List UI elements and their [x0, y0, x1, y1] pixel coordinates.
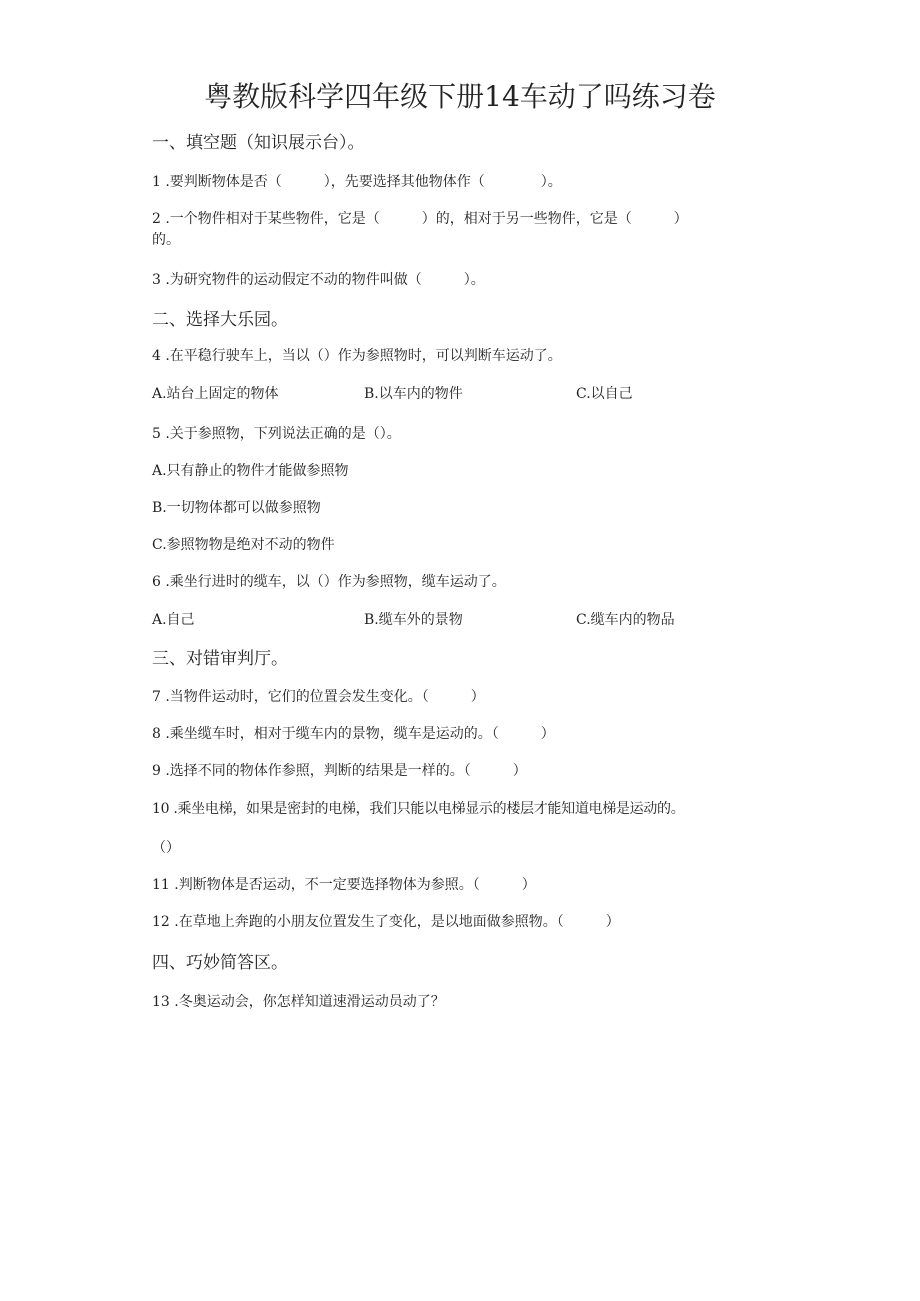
section-heading-choice: 二、选择大乐园。 [152, 310, 288, 330]
page-title: 粤教版科学四年级下册14车动了吗练习卷 [204, 80, 716, 113]
question-1: 1 .要判断物体是否（ ），先要选择其他物体作（ ）。 [152, 174, 562, 190]
question-3: 3 .为研究物件的运动假定不动的物件叫做（ ）。 [152, 272, 485, 288]
section-heading-fill-blank: 一、填空题（知识展示台）。 [152, 133, 365, 153]
q4-option-b: B.以车内的物件 [364, 386, 463, 402]
q5-option-b: B.一切物体都可以做参照物 [152, 500, 321, 516]
question-4: 4 .在平稳行驶车上，当以（）作为参照物时，可以判断车运动了。 [152, 348, 562, 364]
question-2: 2 .一个物件相对于某些物件，它是（ ）的，相对于另一些物件，它是（ ） [152, 211, 688, 227]
q6-option-c: C.缆车内的物品 [576, 612, 675, 628]
question-10-continued: （） [152, 840, 180, 856]
question-11: 11 .判断物体是否运动，不一定要选择物体为参照。（ ） [152, 877, 536, 893]
question-7: 7 .当物件运动时，它们的位置会发生变化。（ ） [152, 689, 485, 705]
question-5: 5 .关于参照物，下列说法正确的是（）。 [152, 426, 401, 442]
q6-option-b: B.缆车外的景物 [364, 612, 463, 628]
question-2-continued: 的。 [152, 232, 180, 248]
question-8: 8 .乘坐缆车时，相对于缆车内的景物，缆车是运动的。（ ） [152, 726, 555, 742]
question-12: 12 .在草地上奔跑的小朋友位置发生了变化，是以地面做参照物。（ ） [152, 914, 620, 930]
section-heading-short-answer: 四、巧妙简答区。 [152, 953, 288, 973]
q4-option-c: C.以自己 [576, 386, 633, 402]
q4-option-a: A.站台上固定的物体 [152, 386, 279, 402]
question-13: 13 .冬奥运动会，你怎样知道速滑运动员动了？ [152, 994, 445, 1010]
q5-option-c: C.参照物物是绝对不动的物件 [152, 537, 335, 553]
section-heading-true-false: 三、对错审判厅。 [152, 649, 288, 669]
question-10: 10 .乘坐电梯，如果是密封的电梯，我们只能以电梯显示的楼层才能知道电梯是运动的。 [152, 801, 685, 817]
question-6: 6 .乘坐行进时的缆车，以（）作为参照物，缆车运动了。 [152, 574, 506, 590]
question-9: 9 .选择不同的物体作参照，判断的结果是一样的。（ ） [152, 763, 527, 779]
q6-option-a: A.自己 [152, 612, 195, 628]
q5-option-a: A.只有静止的物件才能做参照物 [152, 463, 349, 479]
